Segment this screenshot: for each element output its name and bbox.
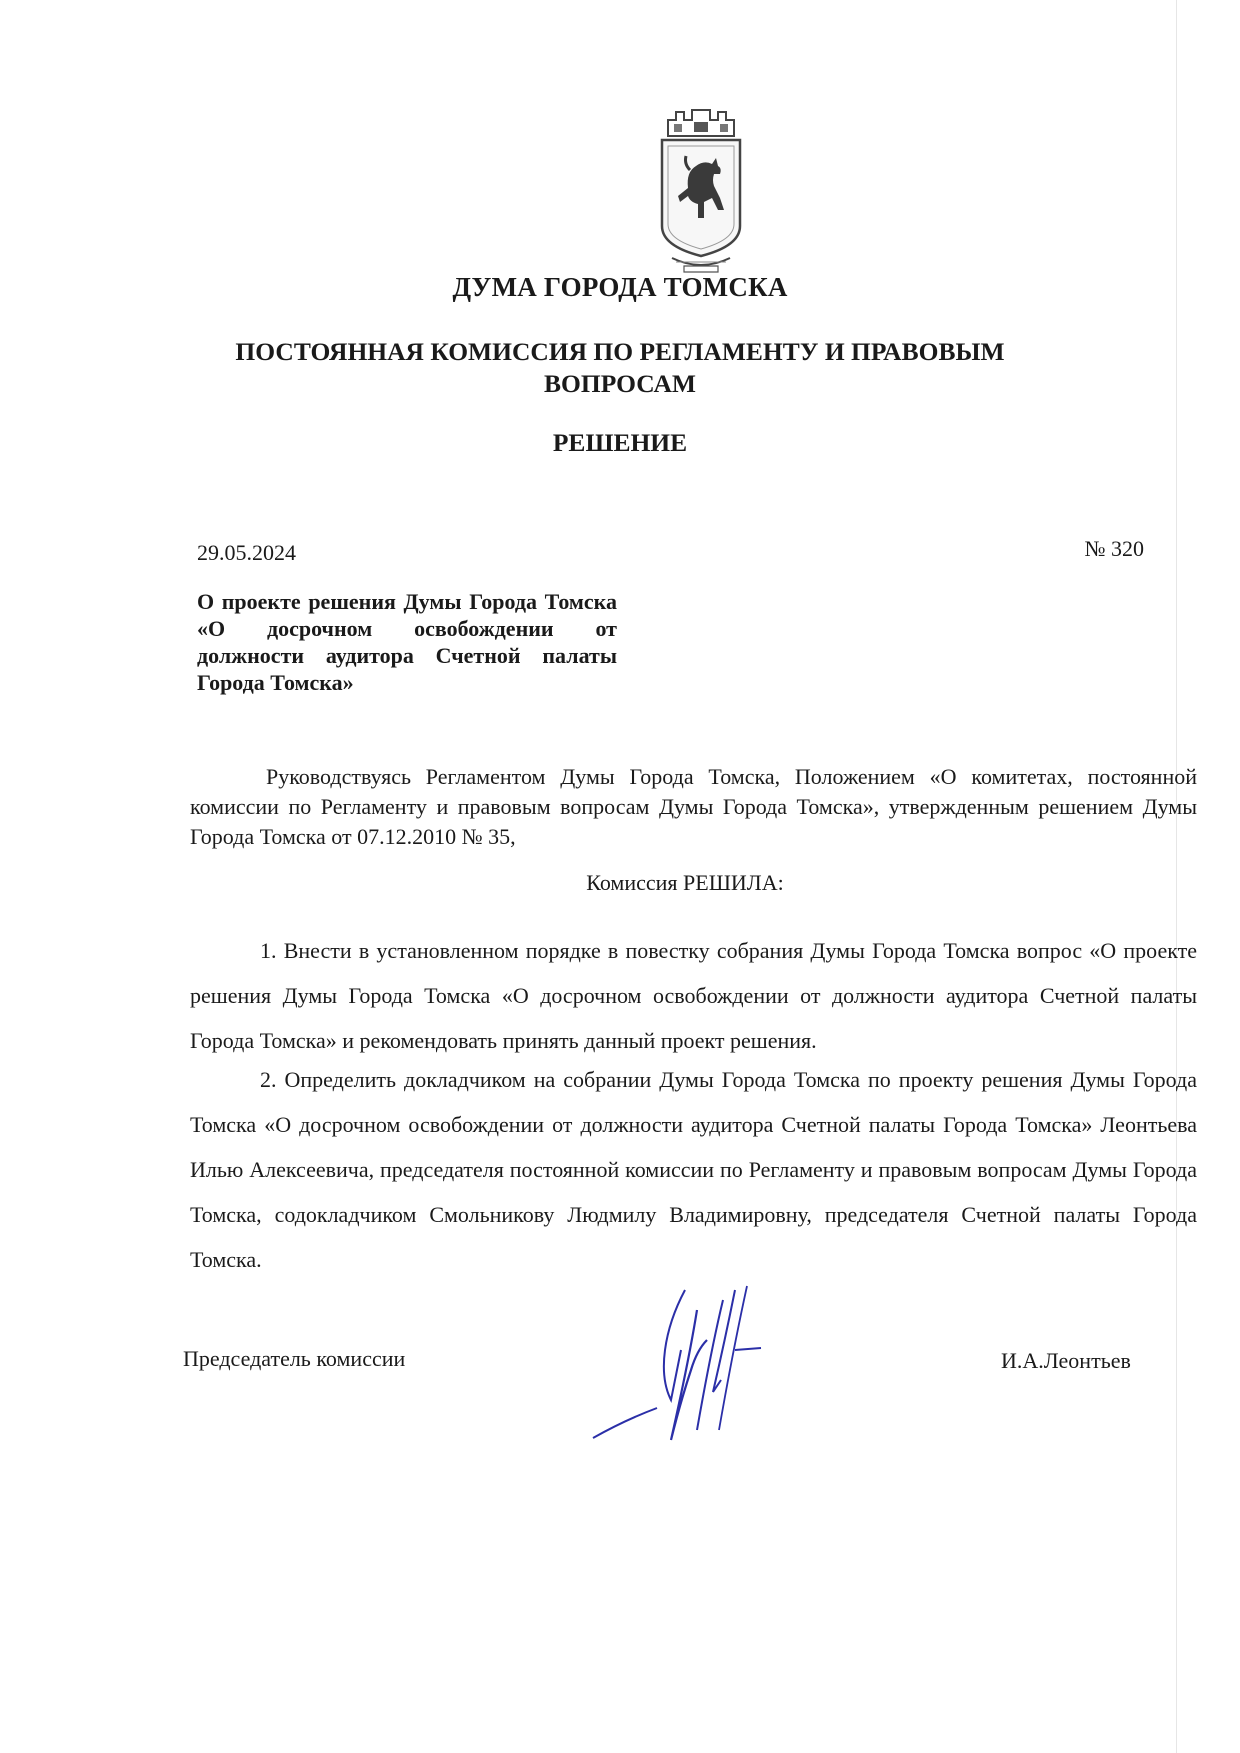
document-subject: О проекте решения Думы Города Томска «О досрочном освобождении от должности аудитора Счетной палаты Города Томска» bbox=[197, 589, 617, 695]
signatory-position: Председатель комиссии bbox=[183, 1346, 406, 1371]
resolved-heading: Комиссия РЕШИЛА: bbox=[586, 870, 784, 895]
commission-name bbox=[0, 336, 1240, 400]
handwritten-signature-icon bbox=[585, 1280, 805, 1455]
document-title: ДУМА ГОРОДА ТОМСКА bbox=[452, 272, 788, 302]
preamble-paragraph: Руководствуясь Регламентом Думы Города Томска, Положением «О комитетах, постоянной комиссии по Регламенту и правовым вопросам Думы Города Томска», утвержденным решением Думы Города Томска от 07.12.2010 № 35, bbox=[190, 764, 1197, 849]
document-date: 29.05.2024 bbox=[197, 540, 296, 565]
document-number: № 320 bbox=[1084, 536, 1144, 561]
document-type: РЕШЕНИЕ bbox=[552, 428, 688, 457]
resolution-item-1: 1. Внести в установленном порядке в повестку собрания Думы Города Томска вопрос «О проекте решения Думы Города Томска «О досрочном освобождении от должности аудитора Счетной палаты Города Томска» и рекомендовать принять данный проект решения. bbox=[190, 938, 1197, 1053]
tomsk-coat-of-arms-icon bbox=[654, 106, 748, 274]
commission-name-line2: ВОПРОСАМ bbox=[544, 369, 696, 398]
resolution-item-2: 2. Определить докладчиком на собрании Думы Города Томска по проекту решения Думы Города Томска «О досрочном освобождении от должности аудитора Счетной палаты Города Томска» Леонтьева Илью Алексеевича, председателя постоянной комиссии по Регламенту и правовым вопросам Думы Города Томска, содокладчиком Смольникову Людмилу Владимировну, председателя Счетной палаты Города Томска. bbox=[190, 1067, 1197, 1272]
commission-name-line1: ПОСТОЯННАЯ КОМИССИЯ ПО РЕГЛАМЕНТУ И ПРАВОВЫМ bbox=[235, 337, 1005, 366]
signatory-name: И.А.Леонтьев bbox=[1001, 1348, 1131, 1373]
